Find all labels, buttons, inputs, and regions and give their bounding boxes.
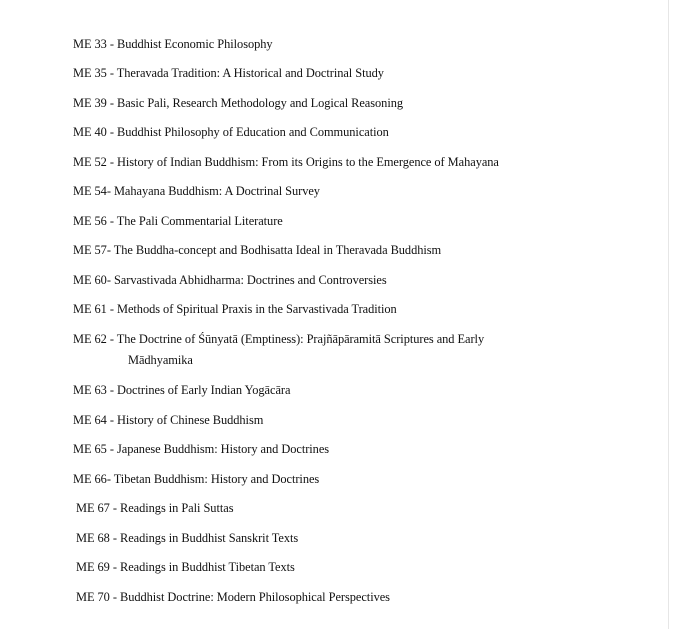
page-edge-divider	[668, 0, 669, 629]
course-text: ME 39 - Basic Pali, Research Methodology and Logical Reasoning	[73, 96, 404, 110]
course-item-me61	[73, 299, 397, 320]
course-text: ME 52 - History of Indian Buddhism: From its Origins to the Emergence of Mahayana	[73, 155, 499, 169]
course-text: ME 60- Sarvastivada Abhidharma: Doctrines and Controversies	[73, 273, 387, 287]
course-item-me70	[76, 587, 390, 608]
course-text: ME 33 - Buddhist Economic Philosophy	[73, 37, 273, 51]
course-item-me62	[73, 329, 484, 371]
course-text: ME 62 - The Doctrine of Śūnyatā (Emptiness): Prajñāpāramitā Scriptures and Early	[73, 332, 485, 346]
course-item-me57	[73, 240, 441, 261]
course-item-me65	[73, 439, 329, 460]
course-item-me56	[73, 211, 283, 232]
course-text: ME 65 - Japanese Buddhism: History and Doctrines	[73, 442, 330, 456]
course-text: ME 61 - Methods of Spiritual Praxis in the Sarvastivada Tradition	[73, 302, 397, 316]
course-item-me35	[73, 63, 384, 84]
course-text: ME 54- Mahayana Buddhism: A Doctrinal Survey	[73, 184, 320, 198]
course-item-me63	[73, 380, 290, 401]
course-item-me60	[73, 270, 387, 291]
course-text: ME 70 - Buddhist Doctrine: Modern Philosophical Perspectives	[76, 590, 390, 604]
course-text: ME 67 - Readings in Pali Suttas	[76, 501, 234, 515]
course-text: ME 56 - The Pali Commentarial Literature	[73, 214, 283, 228]
course-text: ME 57- The Buddha-concept and Bodhisatta Ideal in Theravada Buddhism	[73, 243, 442, 257]
course-text: ME 66- Tibetan Buddhism: History and Doctrines	[73, 472, 320, 486]
course-text: ME 40 - Buddhist Philosophy of Education and Communication	[73, 125, 389, 139]
course-text: ME 68 - Readings in Buddhist Sanskrit Texts	[76, 531, 299, 545]
course-item-me52	[73, 152, 499, 173]
course-item-me54	[73, 181, 320, 202]
course-item-me66	[73, 469, 319, 490]
course-item-me39	[73, 93, 403, 114]
course-text: ME 63 - Doctrines of Early Indian Yogācāra	[73, 383, 291, 397]
course-item-me69	[76, 557, 295, 578]
course-item-me67	[76, 498, 233, 519]
course-item-me64	[73, 410, 263, 431]
course-item-me33	[73, 34, 273, 55]
course-item-me40	[73, 122, 389, 143]
course-text: ME 35 - Theravada Tradition: A Historical and Doctrinal Study	[73, 66, 384, 80]
course-text-continuation: Mādhyamika	[128, 353, 193, 367]
course-item-me68	[76, 528, 298, 549]
course-text: ME 64 - History of Chinese Buddhism	[73, 413, 264, 427]
course-text: ME 69 - Readings in Buddhist Tibetan Texts	[76, 560, 295, 574]
